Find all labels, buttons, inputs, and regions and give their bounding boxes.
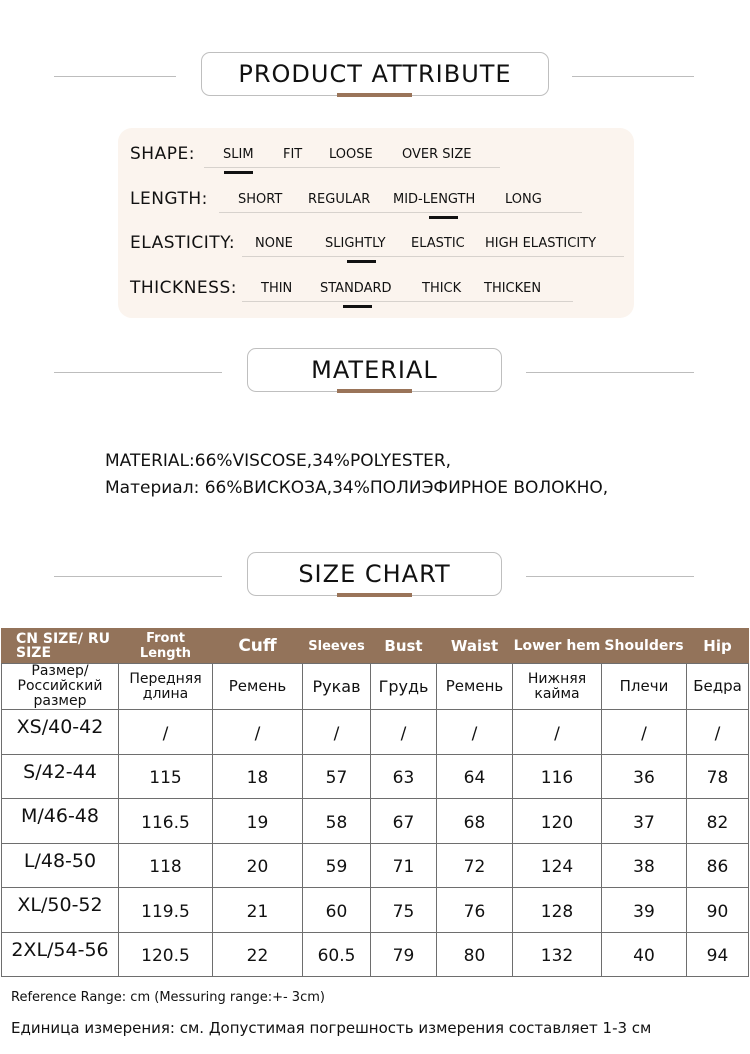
header-ru-front-length: Передняя длина bbox=[119, 664, 213, 710]
cell-hip: 78 bbox=[687, 754, 749, 799]
cell-cuff: 20 bbox=[213, 843, 303, 888]
selected-marker bbox=[347, 260, 376, 263]
cell-size: L/48-50 bbox=[2, 843, 119, 888]
cell-lower-hem: 120 bbox=[513, 799, 602, 844]
cell-shoulders: 39 bbox=[602, 888, 687, 933]
header-ru-size: Размер/ Российский размер bbox=[2, 664, 119, 710]
material-en: MATERIAL:66%VISCOSE,34%POLYESTER, bbox=[105, 451, 452, 471]
header-ru-waist: Ремень bbox=[437, 664, 513, 710]
title-accent-bar bbox=[337, 593, 412, 597]
attribute-row-length bbox=[118, 185, 634, 215]
option-high-elasticity: HIGH ELASTICITY bbox=[485, 236, 597, 251]
cell-bust: 79 bbox=[371, 932, 437, 977]
cell-shoulders: / bbox=[602, 710, 687, 755]
cell-front-length: 116.5 bbox=[119, 799, 213, 844]
cell-cuff: / bbox=[213, 710, 303, 755]
section-title: MATERIAL bbox=[247, 348, 502, 392]
cell-lower-hem: 124 bbox=[513, 843, 602, 888]
cell-waist: 68 bbox=[437, 799, 513, 844]
table-row bbox=[2, 888, 749, 933]
cell-sleeves: 57 bbox=[303, 754, 371, 799]
cell-waist: 76 bbox=[437, 888, 513, 933]
header-ru-shoulders: Плечи bbox=[602, 664, 687, 710]
cell-size: M/46-48 bbox=[2, 799, 119, 844]
table-row bbox=[2, 932, 749, 977]
reference-note-ru: Единица измерения: см. Допустимая погрешность измерения составляет 1-3 см bbox=[11, 1019, 652, 1037]
cell-bust: 71 bbox=[371, 843, 437, 888]
cell-sleeves: 59 bbox=[303, 843, 371, 888]
cell-size: XL/50-52 bbox=[2, 888, 119, 933]
title-accent-bar bbox=[337, 389, 412, 393]
cell-shoulders: 37 bbox=[602, 799, 687, 844]
cell-waist: 64 bbox=[437, 754, 513, 799]
header-bust: Bust bbox=[371, 629, 437, 664]
option-none: NONE bbox=[255, 236, 293, 251]
cell-bust: 63 bbox=[371, 754, 437, 799]
cell-front-length: 118 bbox=[119, 843, 213, 888]
option-mid-length: MID-LENGTH bbox=[393, 192, 476, 207]
cell-lower-hem: 128 bbox=[513, 888, 602, 933]
table-row bbox=[2, 799, 749, 844]
divider-right bbox=[526, 372, 694, 373]
header-cn-ru-size: CN SIZE/ RU SIZE bbox=[2, 629, 119, 664]
cell-sleeves: 58 bbox=[303, 799, 371, 844]
attribute-row-thickness bbox=[118, 274, 634, 304]
cell-hip: 82 bbox=[687, 799, 749, 844]
divider-right bbox=[572, 76, 694, 77]
table-row bbox=[2, 843, 749, 888]
header-row-en bbox=[2, 629, 749, 664]
option-elastic: ELASTIC bbox=[411, 236, 465, 251]
header-ru-hip: Бедра bbox=[687, 664, 749, 710]
attribute-label: SHAPE: bbox=[130, 144, 195, 164]
option-short: SHORT bbox=[238, 192, 283, 207]
cell-front-length: / bbox=[119, 710, 213, 755]
cell-lower-hem: 132 bbox=[513, 932, 602, 977]
cell-cuff: 21 bbox=[213, 888, 303, 933]
cell-bust: / bbox=[371, 710, 437, 755]
attribute-row-shape bbox=[118, 140, 634, 170]
header-lower-hem: Lower hem bbox=[513, 629, 602, 664]
cell-shoulders: 40 bbox=[602, 932, 687, 977]
option-over-size: OVER SIZE bbox=[402, 147, 472, 162]
section-title: PRODUCT ATTRIBUTE bbox=[201, 52, 549, 96]
header-waist: Waist bbox=[437, 629, 513, 664]
header-hip: Hip bbox=[687, 629, 749, 664]
selected-marker bbox=[224, 171, 253, 174]
cell-front-length: 115 bbox=[119, 754, 213, 799]
option-thick: THICK bbox=[422, 281, 462, 296]
attribute-underline bbox=[219, 212, 582, 213]
option-fit: FIT bbox=[283, 147, 303, 162]
cell-shoulders: 36 bbox=[602, 754, 687, 799]
title-accent-bar bbox=[337, 93, 412, 97]
attribute-label: ELASTICITY: bbox=[130, 233, 236, 253]
cell-bust: 67 bbox=[371, 799, 437, 844]
selected-marker bbox=[429, 216, 458, 219]
divider-left bbox=[54, 372, 222, 373]
option-regular: REGULAR bbox=[308, 192, 371, 207]
divider-right bbox=[526, 576, 694, 577]
cell-waist: / bbox=[437, 710, 513, 755]
material-text bbox=[105, 448, 608, 502]
section-header-product-attribute bbox=[0, 52, 750, 102]
cell-lower-hem: 116 bbox=[513, 754, 602, 799]
material-ru: Материал: 66%ВИСКОЗА,34%ПОЛИЭФИРНОЕ ВОЛОКНО, bbox=[105, 478, 609, 498]
header-ru-sleeves: Рукав bbox=[303, 664, 371, 710]
cell-sleeves: 60.5 bbox=[303, 932, 371, 977]
header-sleeves: Sleeves bbox=[303, 629, 371, 664]
section-header-material bbox=[0, 348, 750, 398]
attribute-underline bbox=[204, 167, 500, 168]
option-long: LONG bbox=[505, 192, 542, 207]
selected-marker bbox=[343, 305, 372, 308]
divider-left bbox=[54, 576, 222, 577]
attribute-underline bbox=[242, 256, 624, 257]
header-row-ru bbox=[2, 664, 749, 710]
table-row bbox=[2, 754, 749, 799]
cell-bust: 75 bbox=[371, 888, 437, 933]
cell-hip: / bbox=[687, 710, 749, 755]
option-slightly: SLIGHTLY bbox=[325, 236, 386, 251]
cell-size: 2XL/54-56 bbox=[2, 932, 119, 977]
header-shoulders: Shoulders bbox=[602, 629, 687, 664]
cell-sleeves: 60 bbox=[303, 888, 371, 933]
option-thin: THIN bbox=[261, 281, 293, 296]
cell-shoulders: 38 bbox=[602, 843, 687, 888]
cell-size: S/42-44 bbox=[2, 754, 119, 799]
cell-cuff: 18 bbox=[213, 754, 303, 799]
header-ru-bust: Грудь bbox=[371, 664, 437, 710]
cell-cuff: 22 bbox=[213, 932, 303, 977]
section-header-size-chart bbox=[0, 552, 750, 602]
header-cuff: Cuff bbox=[213, 629, 303, 664]
option-loose: LOOSE bbox=[329, 147, 373, 162]
attribute-label: LENGTH: bbox=[130, 189, 208, 209]
header-ru-lower-hem: Нижняя кайма bbox=[513, 664, 602, 710]
section-title: SIZE CHART bbox=[247, 552, 502, 596]
header-front-length: Front Length bbox=[119, 629, 213, 664]
cell-hip: 94 bbox=[687, 932, 749, 977]
attribute-panel bbox=[118, 128, 634, 318]
cell-cuff: 19 bbox=[213, 799, 303, 844]
size-chart-table bbox=[1, 628, 749, 977]
attribute-label: THICKNESS: bbox=[130, 278, 237, 298]
reference-note-en: Reference Range: cm (Messuring range:+- 3cm) bbox=[11, 990, 325, 1005]
cell-size: XS/40-42 bbox=[2, 710, 119, 755]
attribute-underline bbox=[242, 301, 573, 302]
header-ru-cuff: Ремень bbox=[213, 664, 303, 710]
option-standard: STANDARD bbox=[320, 281, 392, 296]
divider-left bbox=[54, 76, 176, 77]
cell-waist: 72 bbox=[437, 843, 513, 888]
cell-lower-hem: / bbox=[513, 710, 602, 755]
cell-hip: 86 bbox=[687, 843, 749, 888]
cell-sleeves: / bbox=[303, 710, 371, 755]
cell-hip: 90 bbox=[687, 888, 749, 933]
cell-waist: 80 bbox=[437, 932, 513, 977]
option-thicken: THICKEN bbox=[484, 281, 542, 296]
cell-front-length: 120.5 bbox=[119, 932, 213, 977]
table-row bbox=[2, 710, 749, 755]
attribute-row-elasticity bbox=[118, 229, 634, 259]
cell-front-length: 119.5 bbox=[119, 888, 213, 933]
option-slim: SLIM bbox=[223, 147, 254, 162]
